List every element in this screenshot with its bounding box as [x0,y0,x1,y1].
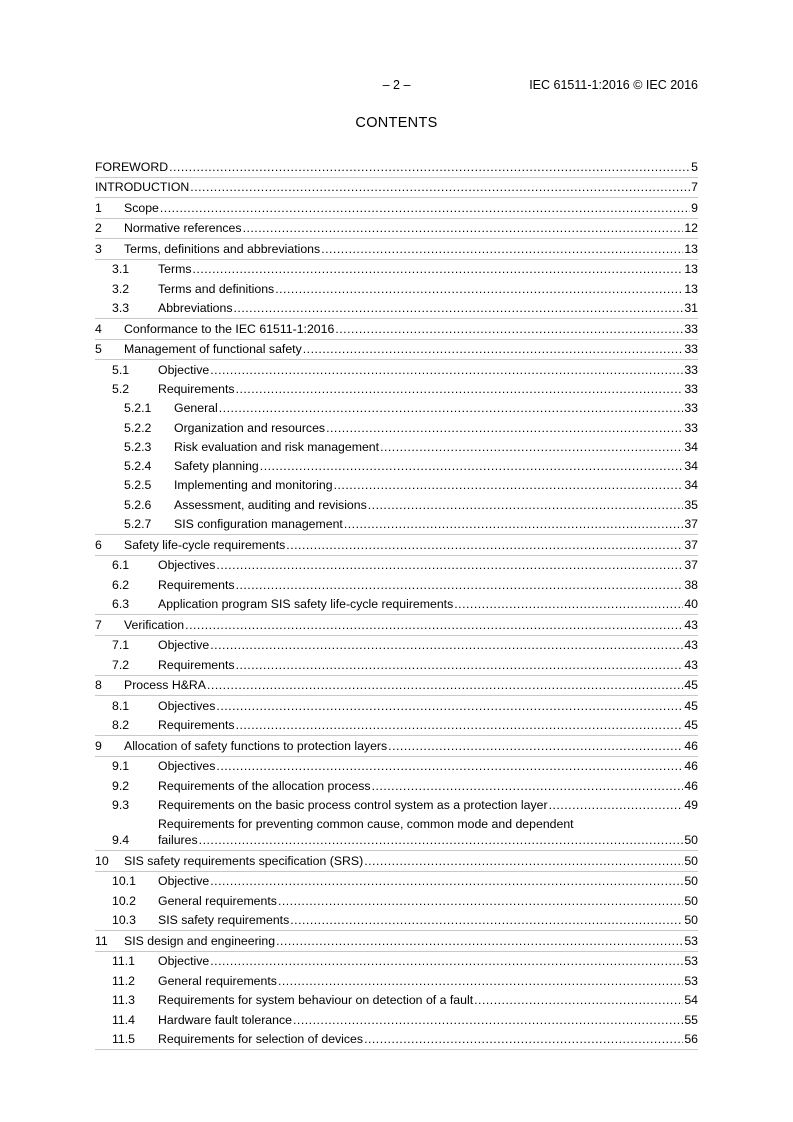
toc-entry-line [95,874,698,888]
toc-leader-dots [185,618,683,632]
toc-entry-title: Normative references [124,221,242,235]
toc-entry-page: 45 [684,678,698,693]
page-header [95,78,698,94]
toc-leader-dots [344,517,683,531]
toc-entry-number: 5.2.6 [124,497,152,512]
toc-leader-dots [199,833,684,847]
toc-entry-line [95,342,698,356]
toc-entry-page: 50 [684,833,698,848]
toc-entry-title: Objective [158,874,210,889]
toc-entry[interactable] [95,716,698,737]
toc-entry-number: 4 [95,321,102,336]
toc-entry-line [95,934,698,948]
page-number: – 2 – [382,78,411,92]
toc-leader-dots [169,160,690,174]
toc-leader-dots [210,874,683,888]
toc-entry[interactable] [95,340,698,361]
toc-entry[interactable] [95,615,698,636]
toc-entry-title: Objective [158,954,210,969]
toc-entry-number: 3 [95,241,102,256]
toc-entry-page: 46 [684,759,698,774]
toc-entry[interactable] [95,776,698,796]
toc-entry-line [95,678,698,692]
toc-entry-title: General [174,401,218,416]
toc-entry-page: 53 [684,933,698,948]
toc-entry[interactable] [95,736,698,757]
toc-entry-title: Objective [158,362,210,377]
table-of-contents [95,157,698,1050]
toc-entry-title: Organization and resources [174,420,326,435]
toc-entry-title: SIS safety requirements specification (SRS) [124,853,364,868]
toc-entry-number: 8 [95,678,102,693]
toc-entry-page: 5 [691,159,698,174]
toc-entry-page: 40 [684,597,698,612]
toc-entry-page: 56 [684,1032,698,1047]
toc-entry-title: FOREWORD [95,159,169,174]
toc-entry-line [95,538,698,552]
toc-entry[interactable] [95,495,698,514]
toc-entry-number: 10.1 [112,874,136,889]
toc-entry[interactable] [95,891,698,911]
toc-leader-dots [549,798,684,812]
toc-entry[interactable] [95,815,698,851]
toc-entry-title: Safety planning [174,459,259,474]
toc-leader-dots [278,894,683,908]
toc-leader-dots [290,913,683,927]
toc-entry[interactable] [95,575,698,595]
toc-entry-number: 2 [95,221,102,235]
toc-entry[interactable] [95,380,698,400]
toc-entry-number: 5 [95,342,102,356]
toc-entry-line [95,242,698,256]
toc-entry-line [95,974,698,988]
toc-entry-line [95,779,698,793]
toc-entry-page: 38 [684,577,698,592]
toc-entry-page: 37 [684,558,698,573]
toc-leader-dots [380,440,683,454]
toc-leader-dots [190,180,690,194]
toc-entry-number: 7 [95,617,102,632]
toc-entry-number: 9.3 [112,798,130,813]
toc-entry-line [95,638,698,652]
toc-entry-page: 54 [684,993,698,1008]
toc-leader-dots [234,301,684,315]
toc-entry-line [95,759,698,773]
toc-entry-page: 53 [684,973,698,988]
toc-entry[interactable] [95,219,698,240]
toc-entry-title: failures [158,833,198,848]
toc-entry-page: 13 [684,241,698,256]
toc-entry[interactable] [95,595,698,616]
toc-entry-page: 34 [684,439,698,454]
toc-entry[interactable] [95,178,698,199]
toc-leader-dots [210,638,683,652]
toc-entry-page: 50 [684,853,698,868]
toc-entry-page: 37 [684,517,698,532]
toc-entry-line [95,382,698,396]
toc-entry-line [95,221,698,235]
toc-leader-dots [286,538,683,552]
toc-entry[interactable] [95,399,698,418]
toc-entry-page: 34 [684,459,698,474]
toc-entry[interactable] [95,556,698,576]
toc-entry-page: 33 [684,362,698,377]
toc-entry[interactable] [95,239,698,260]
toc-leader-dots [303,342,684,356]
toc-entry-number: 1 [95,200,102,215]
toc-entry-line [95,301,698,315]
toc-leader-dots [321,242,683,256]
toc-entry[interactable] [95,696,698,716]
toc-entry[interactable] [95,971,698,991]
toc-entry-page: 37 [684,537,698,552]
toc-leader-dots [388,739,683,753]
toc-entry-title: General requirements [158,893,277,908]
toc-entry-number: 6.3 [112,597,130,612]
toc-entry-number: 6.1 [112,558,130,573]
toc-entry-line [95,798,698,812]
toc-leader-dots [219,401,684,415]
toc-entry[interactable] [95,872,698,892]
toc-entry-title: Abbreviations [158,301,233,315]
toc-entry-page: 50 [684,893,698,908]
toc-leader-dots [364,1032,683,1046]
toc-entry[interactable] [95,279,698,299]
toc-entry-number: 5.2.1 [124,401,152,416]
toc-entry[interactable] [95,360,698,380]
toc-entry-title: Management of functional safety [124,342,302,356]
toc-entry-line [95,459,698,473]
toc-entry[interactable] [95,911,698,932]
toc-leader-dots [293,1013,683,1027]
toc-entry[interactable] [95,1010,698,1030]
contents-heading: CONTENTS [355,115,438,131]
toc-entry-line [95,699,698,713]
toc-entry-title: Requirements [158,577,235,592]
toc-entry-line [95,854,698,868]
toc-entry-line [95,180,698,194]
toc-entry-title: Safety life-cycle requirements [124,537,286,552]
toc-entry-page: 12 [684,221,698,235]
toc-entry[interactable] [95,952,698,972]
toc-entry[interactable] [95,676,698,697]
toc-entry-line [95,578,698,592]
toc-entry-line [95,498,698,512]
toc-entry-number: 10.3 [112,913,136,928]
toc-entry-line [95,739,698,753]
toc-entry-number: 5.2.4 [124,459,152,474]
toc-entry-line [95,201,698,215]
toc-entry-title: Verification [124,617,185,632]
toc-leader-dots [368,498,684,512]
toc-entry[interactable] [95,157,698,178]
toc-entry-number: 9.2 [112,778,130,793]
toc-entry-number: 5.2.3 [124,439,152,454]
toc-leader-dots [216,759,683,773]
toc-leader-dots [236,578,684,592]
toc-entry-number: 8.1 [112,698,130,713]
toc-entry-number: 11.3 [112,993,136,1008]
toc-entry-title: Allocation of safety functions to protection layers [124,738,388,753]
toc-entry-line [95,478,698,492]
toc-entry-line [95,718,698,732]
toc-entry-number: 9 [95,738,102,753]
toc-entry[interactable] [95,757,698,777]
toc-leader-dots [275,282,683,296]
toc-leader-dots [260,459,684,473]
toc-entry[interactable] [95,851,698,872]
toc-entry-line [95,1032,698,1046]
toc-entry-title: SIS safety requirements [158,913,290,928]
standard-reference: IEC 61511-1:2016 © IEC 2016 [529,78,698,92]
toc-entry-line [95,658,698,672]
toc-entry-title: Terms [158,262,192,276]
toc-entry[interactable] [95,438,698,457]
toc-leader-dots [216,558,683,572]
toc-entry-line [95,618,698,632]
toc-entry-page: 49 [684,798,698,813]
toc-entry-line [95,517,698,531]
toc-entry-title-line1: Requirements for preventing common cause, common mode and dependent [158,817,574,832]
toc-entry-title: Risk evaluation and risk management [174,439,380,454]
toc-leader-dots [236,718,684,732]
toc-entry-page: 33 [684,342,698,356]
toc-entry-number: 5.2 [112,382,130,396]
toc-entry-number: 5.1 [112,362,130,377]
toc-entry-number: 6.2 [112,577,130,592]
toc-entry-number: 11 [95,933,108,948]
toc-entry-number: 6 [95,537,102,552]
toc-entry-number: 5.2.5 [124,478,152,493]
toc-entry-page: 46 [684,778,698,793]
toc-entry-page: 31 [684,301,698,315]
toc-leader-dots [474,993,683,1007]
toc-entry-title: Application program SIS safety life-cycle requirements [158,597,454,612]
toc-entry-page: 34 [684,478,698,493]
toc-leader-dots [278,974,683,988]
toc-entry-line [95,282,698,296]
toc-entry-page: 45 [684,718,698,733]
toc-entry[interactable] [95,931,698,952]
toc-leader-dots [372,779,684,793]
toc-leader-dots [210,954,683,968]
toc-entry-title: Requirements for selection of devices [158,1032,364,1047]
toc-entry-page: 45 [684,698,698,713]
toc-leader-dots [364,854,683,868]
toc-entry-number: 5.2.2 [124,420,152,435]
toc-entry-line [95,440,698,454]
toc-entry-title: Conformance to the IEC 61511-1:2016 [124,321,335,336]
toc-entry-page: 55 [684,1012,698,1027]
toc-leader-dots [236,658,684,672]
toc-entry-title: Objective [158,638,210,653]
toc-entry-number: 11.5 [112,1032,136,1047]
toc-entry-page: 33 [684,321,698,336]
toc-entry-number: 7.2 [112,657,130,672]
toc-entry-page: 43 [684,657,698,672]
toc-entry[interactable] [95,796,698,816]
toc-entry-title: Objectives [158,759,216,774]
toc-entry-line [95,160,698,174]
toc-leader-dots [276,934,683,948]
toc-leader-dots [326,421,683,435]
toc-leader-dots [207,678,683,692]
toc-entry-line [95,954,698,968]
toc-entry[interactable] [95,655,698,676]
toc-entry-page: 50 [684,913,698,928]
toc-entry-title: Scope [124,200,159,215]
toc-entry-title: Terms, definitions and abbreviations [124,241,321,256]
toc-entry-title: Implementing and monitoring [174,478,333,493]
toc-entry-title: SIS design and engineering [124,933,276,948]
toc-entry[interactable] [95,636,698,656]
toc-entry-page: 53 [684,954,698,969]
toc-entry-line [95,913,698,927]
toc-entry-number: 11.4 [112,1012,136,1027]
toc-entry-title: Process H&RA [124,678,207,693]
toc-entry[interactable] [95,418,698,437]
toc-entry-page: 7 [691,180,698,194]
toc-entry-title: Assessment, auditing and revisions [174,497,367,512]
toc-entry-title: SIS configuration management [174,517,343,532]
toc-entry-number: 9.4 [112,833,130,848]
toc-entry-page: 35 [684,497,698,512]
toc-entry-title: Requirements [158,657,235,672]
toc-entry-line [95,833,698,847]
toc-entry[interactable] [95,198,698,219]
toc-entry-title: Requirements of the allocation process [158,778,371,793]
toc-entry-line [95,894,698,908]
toc-leader-dots [243,221,684,235]
toc-entry-number: 9.1 [112,759,130,774]
toc-entry-line [95,401,698,415]
toc-entry-page: 46 [684,738,698,753]
toc-entry-page: 13 [684,262,698,276]
toc-entry[interactable] [95,476,698,495]
toc-entry-page: 43 [684,617,698,632]
toc-entry-title: Requirements [158,718,235,733]
toc-entry[interactable] [95,1030,698,1051]
toc-entry[interactable] [95,515,698,535]
toc-leader-dots [210,363,683,377]
toc-entry-title: INTRODUCTION [95,180,190,194]
toc-entry-line [95,993,698,1007]
toc-entry[interactable] [95,260,698,280]
toc-entry-line [95,1013,698,1027]
toc-leader-dots [236,382,684,396]
toc-entry-title: Requirements on the basic process control system as a protection layer [158,798,548,813]
toc-entry-title: Objectives [158,558,216,573]
toc-entry-number: 10 [95,853,109,868]
toc-entry-number: 10.2 [112,893,136,908]
toc-leader-dots [216,699,683,713]
toc-entry-number: 11.2 [112,973,136,988]
toc-entry-page: 33 [684,420,698,435]
toc-entry-page: 33 [684,382,698,396]
toc-entry-number: 5.2.7 [124,517,152,532]
toc-entry[interactable] [95,535,698,556]
toc-entry-page: 43 [684,638,698,653]
toc-entry-line [95,262,698,276]
toc-entry[interactable] [95,299,698,320]
toc-entry-line [95,421,698,435]
toc-entry-page: 50 [684,874,698,889]
toc-entry-number: 3.2 [112,281,130,296]
toc-entry-title: Requirements [158,382,235,396]
toc-entry[interactable] [95,991,698,1011]
toc-entry-page: 9 [691,200,698,215]
toc-entry-title: Objectives [158,698,216,713]
toc-entry-title: Terms and definitions [158,281,275,296]
toc-leader-dots [160,201,690,215]
toc-entry-page: 33 [684,401,698,416]
toc-entry-line [95,558,698,572]
toc-entry-number: 11.1 [112,954,136,969]
toc-entry-title: Hardware fault tolerance [158,1012,292,1027]
toc-entry-number: 7.1 [112,638,130,653]
toc-entry-title: Requirements for system behaviour on detection of a fault [158,993,474,1008]
toc-entry-page: 13 [684,281,698,296]
toc-leader-dots [192,262,683,276]
toc-leader-dots [454,597,683,611]
toc-entry-number: 8.2 [112,718,130,733]
toc-entry-line [95,322,698,336]
toc-entry[interactable] [95,319,698,340]
toc-leader-dots [335,322,683,336]
toc-entry-line [95,363,698,377]
toc-leader-dots [334,478,684,492]
toc-entry-number: 3.1 [112,262,130,276]
toc-entry[interactable] [95,457,698,476]
toc-entry-title: General requirements [158,973,277,988]
toc-entry-line [95,597,698,611]
toc-entry-number: 3.3 [112,301,130,315]
